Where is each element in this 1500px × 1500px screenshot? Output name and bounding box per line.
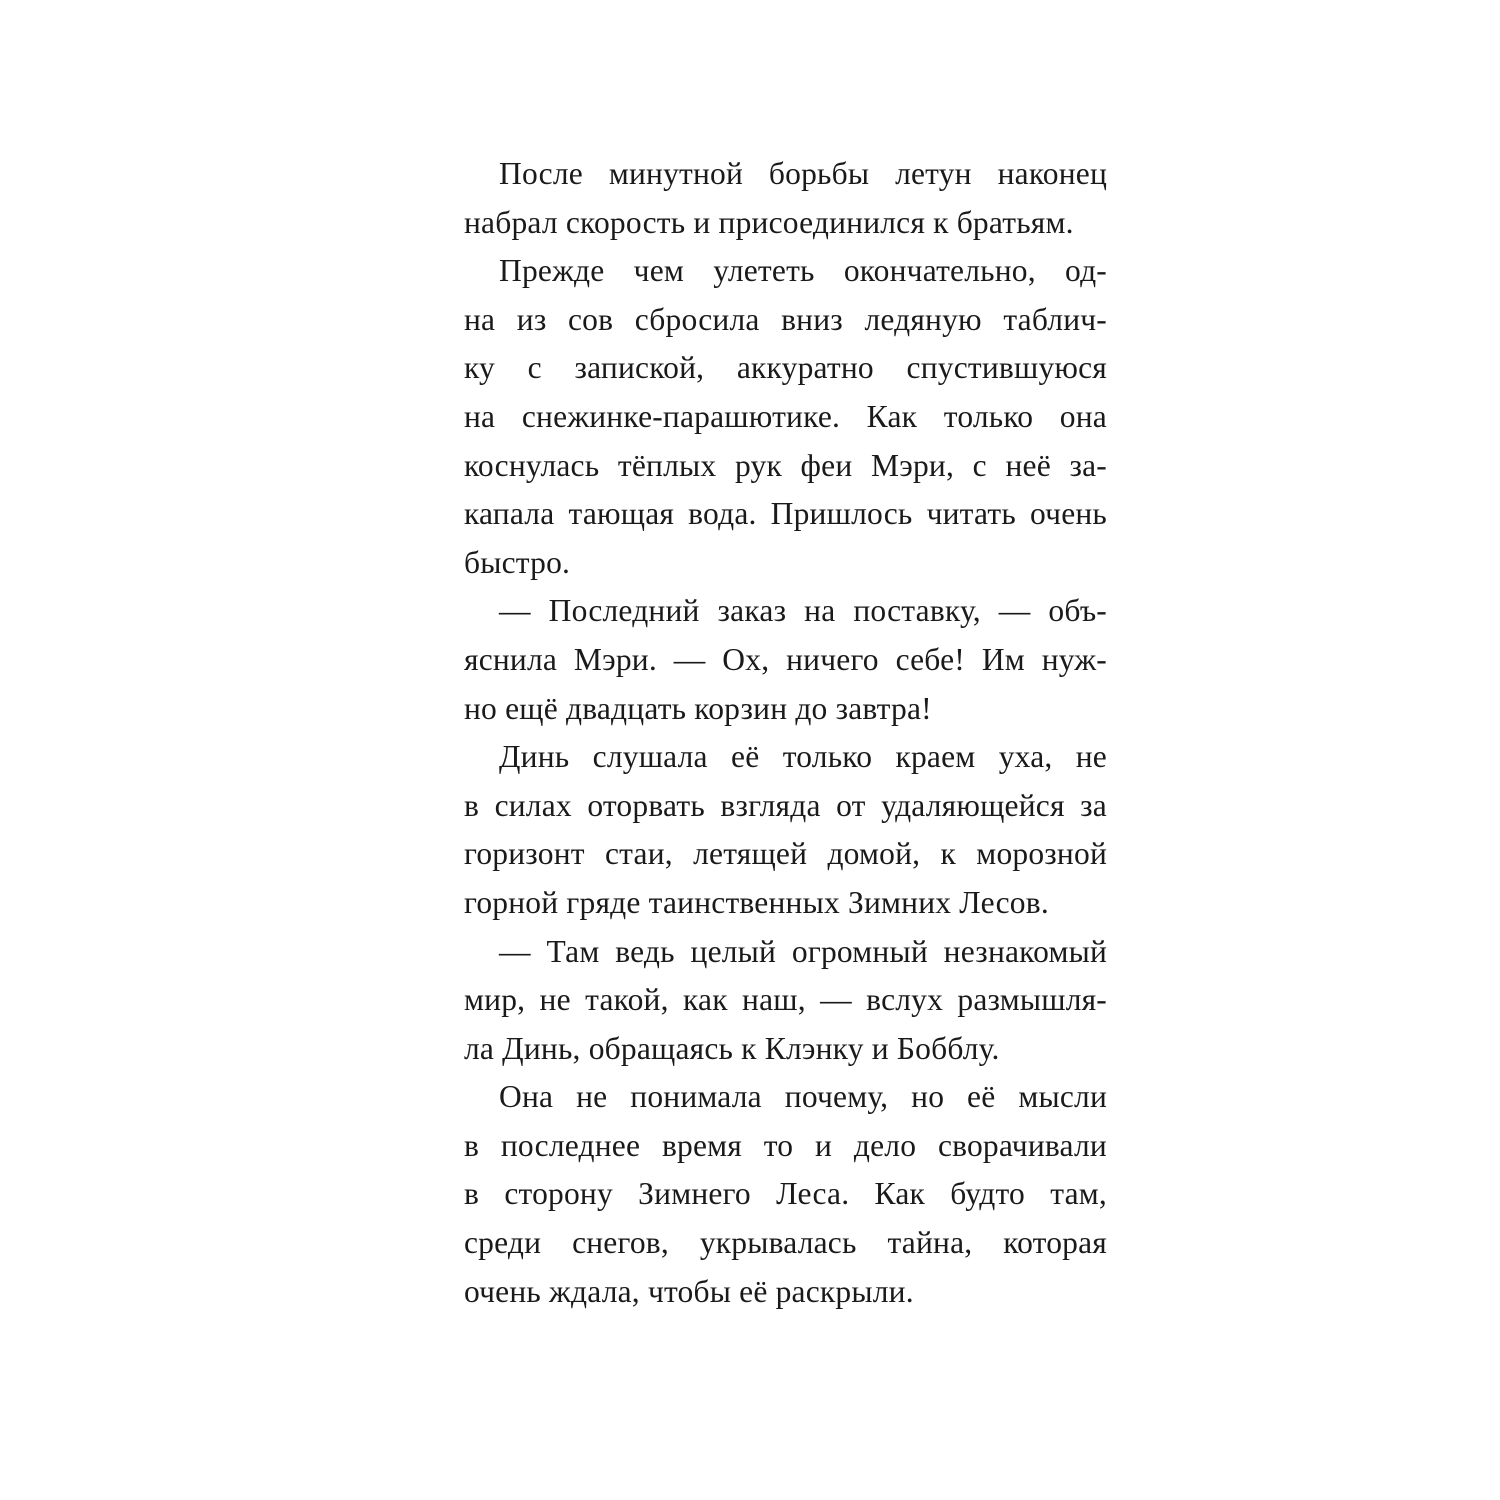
paragraph-5	[464, 928, 1107, 1074]
text-line: но ещё двадцать корзин до завтра!	[464, 690, 932, 726]
text-line: на из сов сбросила вниз ледяную таблич-	[464, 301, 1107, 337]
text-block	[464, 150, 1107, 1316]
text-line: яснила Мэри. — Ох, ничего себе! Им нуж-	[464, 641, 1107, 677]
text-line: на снежинке-парашютике. Как только она	[464, 398, 1107, 434]
paragraph-2	[464, 247, 1107, 587]
paragraph-6	[464, 1073, 1107, 1316]
text-line: горной гряде таинственных Зимних Лесов.	[464, 884, 1049, 920]
text-line: — Там ведь целый огромный незнакомый	[499, 933, 1107, 969]
text-line: — Последний заказ на поставку, — объ-	[499, 593, 1107, 629]
text-line: среди снегов, укрывалась тайна, которая	[464, 1225, 1107, 1261]
text-line: капала тающая вода. Пришлось читать очень	[464, 496, 1107, 532]
text-line: набрал скорость и присоединился к братьям.	[464, 204, 1074, 240]
paragraph-4	[464, 733, 1107, 927]
text-line: ку с запиской, аккуратно спустившуюся	[464, 350, 1107, 386]
text-line: коснулась тёплых рук феи Мэри, с неё за-	[464, 447, 1107, 483]
text-line: мир, не такой, как наш, — вслух размышля-	[464, 982, 1107, 1018]
text-line: в силах оторвать взгляда от удаляющейся за	[464, 787, 1107, 823]
text-line: очень ждала, чтобы её раскрыли.	[464, 1273, 914, 1309]
text-line: Прежде чем улететь окончательно, од-	[499, 253, 1107, 289]
text-line: горизонт стаи, летящей домой, к морозной	[464, 836, 1107, 872]
text-line: Динь слушала её только краем уха, не	[499, 739, 1107, 775]
text-line: в последнее время то и дело сворачивали	[464, 1127, 1107, 1163]
text-line: быстро.	[464, 544, 571, 580]
text-line: После минутной борьбы летун наконец	[499, 156, 1107, 191]
paragraph-3	[464, 587, 1107, 733]
paragraph-1	[464, 150, 1107, 247]
text-line: в сторону Зимнего Леса. Как будто там,	[464, 1176, 1107, 1212]
text-line: ла Динь, обращаясь к Клэнку и Бобблу.	[464, 1030, 1000, 1066]
text-line: Она не понимала почему, но её мысли	[499, 1079, 1107, 1115]
